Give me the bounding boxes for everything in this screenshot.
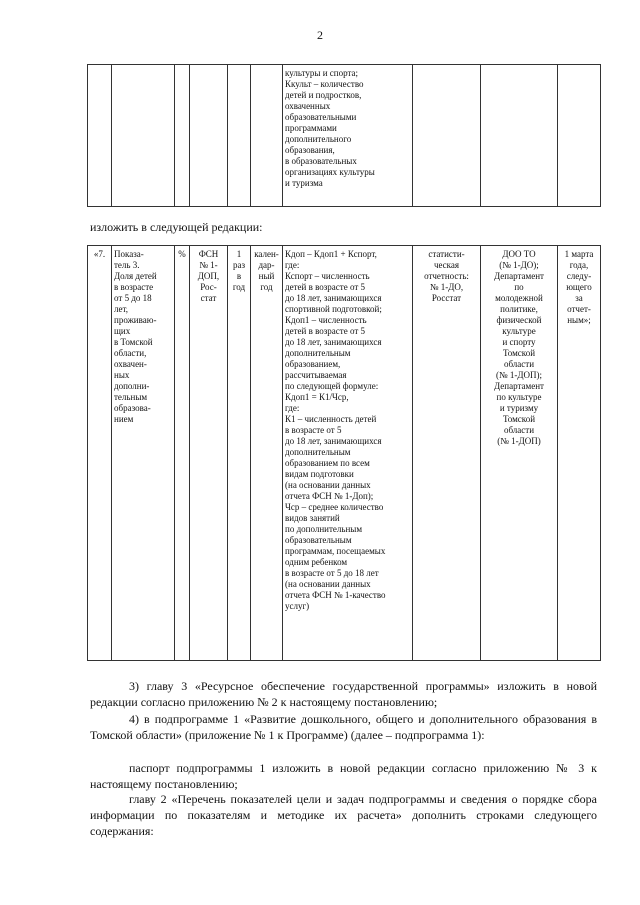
page-number: 2 — [317, 28, 323, 42]
period-cell: кален- дар- ный год — [251, 246, 283, 661]
collection-method-cell: статисти- ческая отчетность: № 1-ДО, Росстат — [413, 246, 481, 661]
responsible-cell: ДОО ТО (№ 1-ДО); Департамент по молодежной политике, физической культуре и спорту Томской области (№ 1-ДОП); Департамент по культуре и туризму Томской области (№ 1-ДОП) — [481, 246, 558, 661]
method-cell: Кдоп – Кдоп1 + Кспорт, где: Кспорт – численность детей в возрасте от 5 до 18 лет, занимающихся спортивной подготовкой; Кдоп1 – численность детей в возрасте от 5 до 18 лет, занимающихся дополнительным образованием, рассчитываемая по следующей формуле: Кдоп1 = К1/Чср, где: К1 – численность детей в возрасте от 5 до 18 лет, занимающихся дополнительным образованием по всем видам подготовки (на основании данных отчета ФСН № 1-Доп); Чср – среднее количество видов занятий по дополнительным образовательным программам, посещаемых одним ребенком в возрасте от 5 до 18 лет (на основании данных отчета ФСН № 1-качество услуг) — [283, 246, 413, 661]
paragraph-3: 3) главу 3 «Ресурсное обеспечение государственной программы» изложить в новой редакции согласно приложению № 2 к настоящему постановлению; — [90, 679, 597, 709]
table-row — [88, 246, 601, 661]
indicator-name: Показа- тель 3. Доля детей в возрасте от 5 до 18 лет, проживаю- щих в Томской области, охвачен- ных дополни- тельным образова- нием — [112, 246, 175, 661]
deadline-cell: 1 марта года, следу- ющего за отчет- ным»; — [558, 246, 601, 661]
lead-text: изложить в следующей редакции: — [90, 220, 263, 234]
row-number: «7. — [88, 246, 112, 661]
method-cell: культуры и спорта; Ккульт – количество детей и подростков, охваченных образовательными программами дополнительного образования, в образовательных организациях культуры и туризма — [283, 65, 413, 207]
paragraph-passport: паспорт подпрограммы 1 изложить в новой редакции согласно приложению № 3 к настоящему постановлению; — [90, 761, 597, 791]
paragraph-chapter-2: главу 2 «Перечень показателей цели и задач подпрограммы и сведения о порядке сбора информации по показателям и методике их расчета» дополнить строками следующего содержания: — [90, 792, 597, 838]
continued-indicators-table — [87, 64, 601, 207]
new-indicators-table — [87, 245, 601, 661]
paragraph-4: 4) в подпрограмме 1 «Развитие дошкольного, общего и дополнительного образования в Томской области» (приложение № 1 к Программе) (далее – подпрограмма 1): — [90, 712, 597, 742]
unit-cell: % — [175, 246, 190, 661]
source-cell: ФСН № 1- ДОП, Рос- стат — [190, 246, 228, 661]
table-row — [88, 65, 601, 207]
frequency-cell: 1 раз в год — [228, 246, 251, 661]
